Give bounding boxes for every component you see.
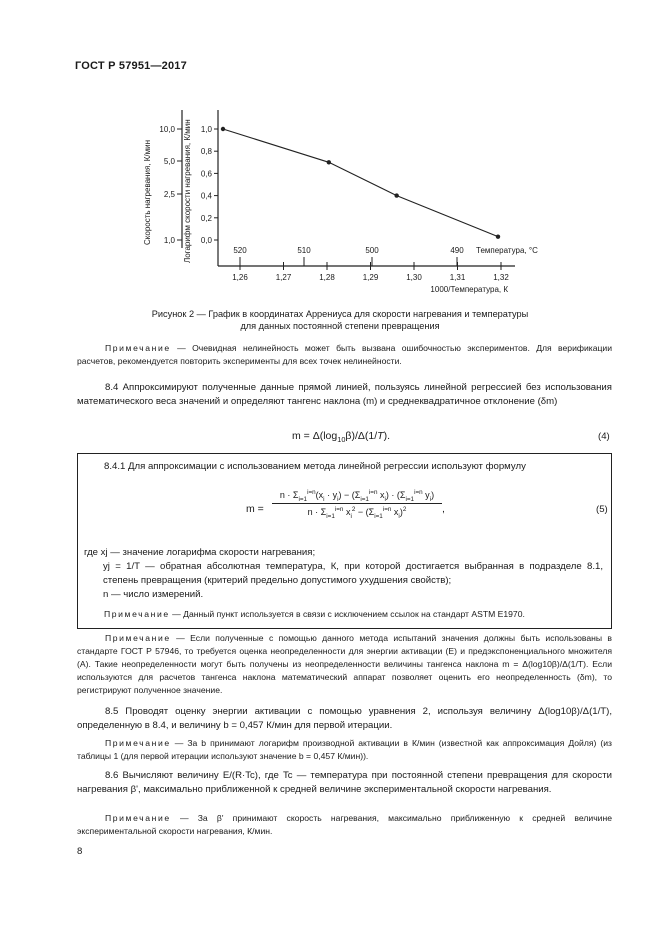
arrhenius-chart (120, 80, 560, 305)
x-tick-label: 1,30 (406, 273, 422, 282)
data-point (327, 160, 331, 164)
note-4 (77, 812, 612, 838)
page-number: 8 (77, 846, 83, 857)
right-tick-label: 0,0 (200, 236, 212, 245)
formula-4: $m = \Delta(\log_{10}\beta)/\Delta(1/T)$. (292, 430, 390, 445)
formula-5-denominator: $n \cdot \Sigma_{i=1}^{i=n}$ $x_i^2 - (\Sigma_{i=1}^{i=n}$ $x_i)^2$ (307, 506, 407, 520)
data-point (394, 193, 398, 197)
data-point (221, 127, 225, 131)
right-tick-label: 0,8 (200, 147, 212, 157)
formula-5-numerator: $n \cdot \Sigma_{i=1}^{i=n}(x_i \cdot y_i) - (\Sigma_{i=1}^{i=n}$ $x_i) \cdot (\Sigma_{i=1}^{i=n}$ $y_i$) (279, 489, 435, 503)
formula-5-fraction (272, 489, 442, 520)
note-label: Примечание (105, 343, 171, 353)
caption-line-1: Рисунок 2 — График в координатах Аррениуса для скорости нагревания и температуры (151, 309, 529, 319)
where-2: yj = 1/T — обратная абсолютная температура, К, при которой достигается выбранная в подразделе 8.1, степень превращения (критерий предельно допустимого ухудшения свойств); (103, 561, 603, 586)
fraction-bar (272, 503, 442, 504)
temperature-tick-label: 520 (233, 246, 247, 255)
where-3: n — число измерений. (103, 589, 204, 600)
note-text: — За β' принимают скорость нагревания, максимально приближенную к средней величине экспериментальной скорости нагревания, К/мин. (77, 813, 613, 836)
right-axis-label: Логарифм скорости нагревания, К/мин (183, 119, 192, 263)
section-8-4-1-note (84, 608, 604, 621)
formula-5-comma: , (442, 503, 445, 515)
right-tick-label: 0,6 (200, 169, 212, 179)
note-label: Примечание (105, 738, 171, 748)
x-tick-label: 1,27 (275, 273, 292, 282)
x-tick-label: 1,32 (493, 273, 509, 282)
figure-caption (120, 308, 560, 332)
section-8-4-text: 8.4 Аппроксимируют полученные данные прямой линией, пользуясь линейной регрессией без использования математического веса значений и определяют тангенс наклона (m) и среднеквадратичное отклонение (δm) (77, 382, 612, 407)
note-2 (77, 632, 612, 697)
note-text: — Очевидная нелинейность может быть вызвана ошибочностью экспериментов. Для верификации расчетов, рекомендуется повторить эксперименты для всех точек нелинейности. (77, 343, 613, 366)
temperature-tick-label: 510 (297, 246, 311, 255)
series-line (223, 129, 498, 237)
temperature-tick-label: 500 (365, 246, 379, 255)
right-tick-label: 0,4 (200, 191, 212, 201)
note-text: — За b принимают логарифм производной активации в К/мин (известной как аппроксимация Дойля) (из таблицы 1 (для первой итерации используют значение b = 0,457 К/мин)). (77, 738, 612, 761)
left-tick-label: 2,5 (163, 190, 175, 199)
formula-4-number: (4) (598, 431, 610, 442)
x-tick-label: 1,28 (319, 273, 335, 282)
document-header: ГОСТ Р 57951—2017 (75, 60, 187, 72)
right-tick-label: 0,2 (200, 213, 212, 223)
formula-5-number: (5) (596, 504, 608, 515)
section-8-5-text: 8.5 Проводят оценку энергии активации с помощью уравнения 2, используя величину Δ(log10β)/Δ(1/T), определенную в 8.4, и величину b = 0,457 К/мин для первой итерации. (77, 706, 612, 731)
x-tick-label: 1,26 (232, 273, 248, 282)
right-tick-label: 1,0 (200, 125, 212, 134)
note-1 (77, 342, 612, 368)
temperature-tick-label: 490 (450, 246, 464, 255)
x-tick-label: 1,31 (449, 273, 466, 282)
x-axis-label: 1000/Температура, К (430, 285, 508, 294)
section-8-4-1-box (77, 453, 612, 629)
left-tick-label: 10,0 (159, 125, 175, 134)
note-label: Примечание (105, 633, 171, 643)
where-1: где xj — значение логарифма скорости нагревания; (84, 547, 316, 558)
left-axis-label: Скорость нагревания, К/мин (143, 140, 152, 245)
note-3 (77, 737, 612, 763)
temperature-axis-label: Температура, °С (476, 246, 538, 255)
data-point (496, 234, 500, 238)
section-8-6-text: 8.6 Вычисляют величину E/(R·Tc), где Tc — температура при постоянной степени превращения для скорости нагревания β', максимально приближенной к средней величине экспериментальной скорости нагревания. (77, 770, 612, 795)
note-text: — Данный пункт используется в связи с исключением ссылок на стандарт ASTM E1970. (172, 609, 525, 619)
note-text: — Если полученные с помощью данного метода испытаний значения должны быть использованы в стандарте ГОСТ Р 57946, то требуется оценка неопределенности для энергии активации (E) и предэкспоненциального множителя (A). Такие неопределенности могут быть получены из неопределенности величины тангенса наклона m = Δ(log10β)/Δ(1/T). Если используются для расчетов тангенса наклона математический аппарат позволяет оценить его неопределенность (δm), то регистрируют полученное значение. (77, 633, 613, 695)
caption-line-2: для данных постоянной степени превращения (240, 321, 440, 331)
left-tick-label: 5,0 (163, 157, 175, 166)
note-label: Примечание (104, 609, 170, 619)
formula-5-lhs: m = (246, 503, 264, 515)
note-label: Примечание (105, 813, 171, 823)
section-8-4-1-text: 8.4.1 Для аппроксимации с использованием метода линейной регрессии используют формулу (104, 461, 526, 472)
x-tick-label: 1,29 (362, 273, 379, 282)
left-tick-label: 1,0 (163, 236, 175, 245)
